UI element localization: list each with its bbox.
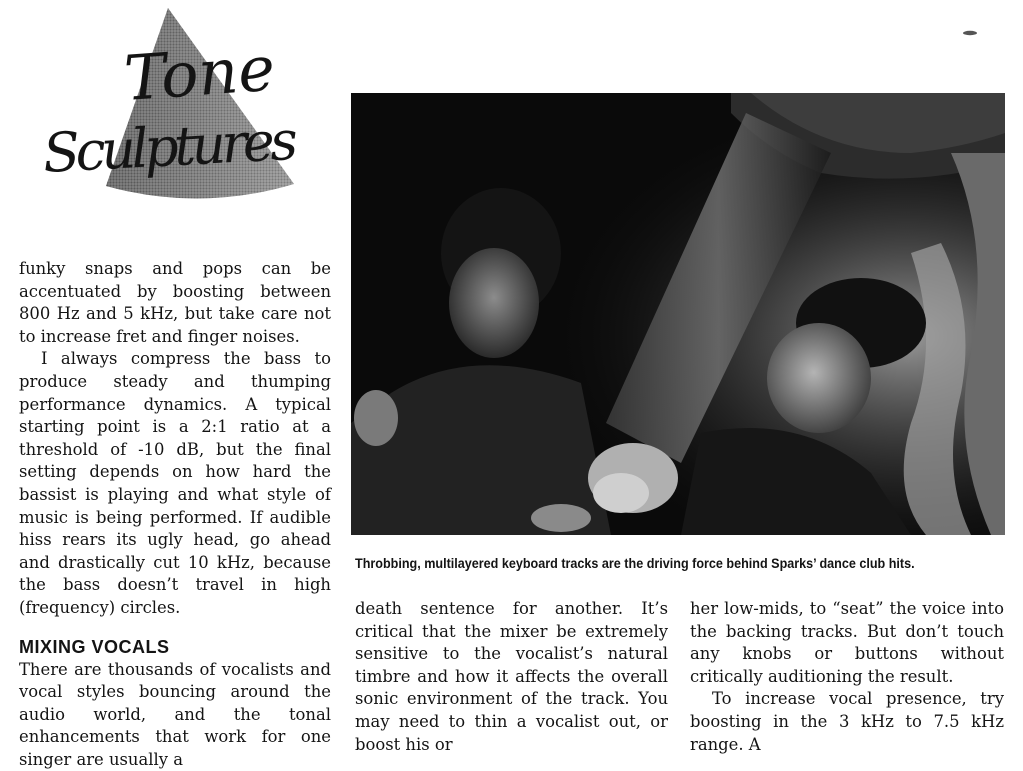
sparks-band-photo [351,93,1005,535]
right-paragraph-1: her low-mids, to “seat” the voice into the backing tracks. But don’t touch any knobs or buttons without critically auditioning the result. [690,598,1004,688]
middle-paragraph-1: death sentence for another. It’s critical that the mixer be extremely sensitive to the vocalist’s natural timbre and how it affects the overall sonic environment of the track. You may need to thin a vocalist out, or boost his or [355,598,668,756]
tone-sculptures-logo [40,4,310,219]
logo-word-sculptures: Sculptures [41,109,299,185]
right-paragraph-2: To increase vocal presence, try boosting in the 3 kHz to 7.5 kHz range. A [690,688,1004,756]
photo-caption: Throbbing, multilayered keyboard tracks are the driving force behind Sparks’ dance club hits. [355,555,966,573]
left-paragraph-1: funky snaps and pops can be accentuated by boosting between 800 Hz and 5 kHz, but take care not to increase fret and finger noises. [19,258,331,348]
logo-word-tone: Tone [122,32,277,115]
photo-image [351,93,1005,535]
left-paragraph-2: I always compress the bass to produce steady and thumping performance dynamics. A typical starting point is a 2:1 ratio at a threshold of -10 dB, but the final setting depends on how hard the bassist is playing and what style of music is being performed. If audible hiss rears its ugly head, go ahead and drastically cut 10 kHz, because the bass doesn’t travel in high (frequency) circles. [19,348,331,619]
left-paragraph-3: There are thousands of vocalists and vocal styles bouncing around the audio world, and the tonal enhancements that work for one singer are usually a [19,659,331,771]
middle-column [355,598,668,756]
print-speck [962,30,978,36]
logo-graphic [40,4,310,219]
section-heading-mixing-vocals: MIXING VOCALS [19,636,331,658]
right-column [690,598,1004,756]
left-column [19,258,331,771]
